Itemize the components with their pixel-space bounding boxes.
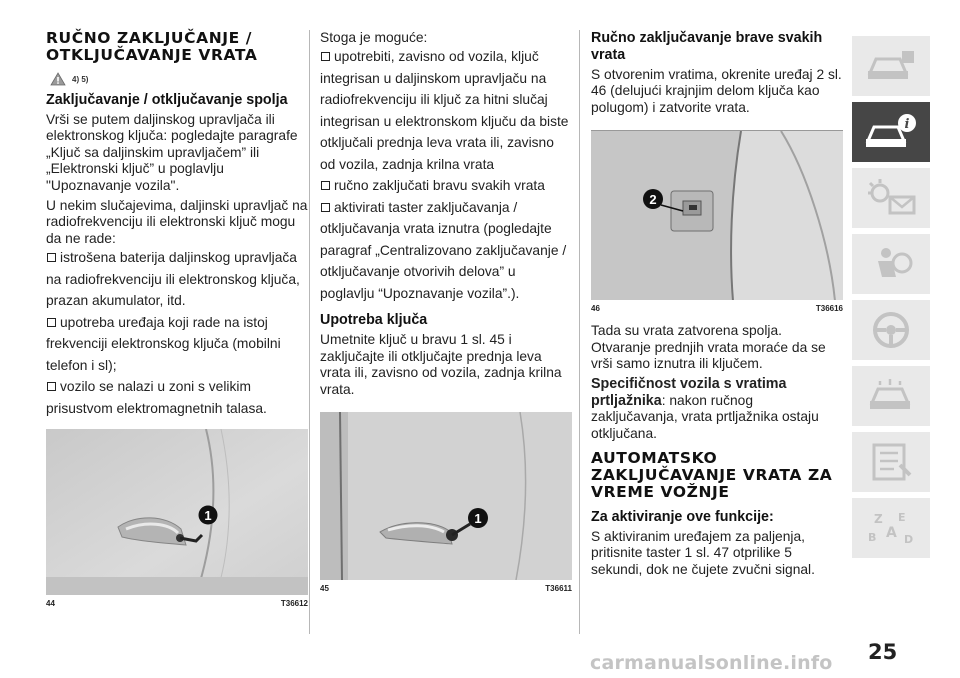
svg-text:Z: Z xyxy=(874,512,883,526)
checkbox-bullet-icon xyxy=(321,181,330,190)
column-divider xyxy=(309,30,310,634)
column-3 xyxy=(591,30,843,582)
tab-safety[interactable] xyxy=(852,234,930,294)
bullet-item: vozilo se nalazi u zoni s velikim prisustvom elektromagnetnih talasa. xyxy=(46,379,267,416)
figure-45 xyxy=(320,412,572,593)
bullet-item: ručno zaključati bravu svakih vrata xyxy=(320,175,572,197)
section-title: AUTOMATSKO ZAKLJUČAVANJE VRATA ZA VREME VOŽNJE xyxy=(591,449,833,502)
bullet-item: aktivirati taster zaključavanja / otključavanja vrata iznutra (pogledajte paragraf „Centralizovano zaključavanje / otključavanje otvorivih delova” u poglavlju “Upoznavanje vozila”.). xyxy=(320,199,567,301)
checkbox-bullet-icon xyxy=(47,382,56,391)
figure-number: 44 xyxy=(46,599,55,609)
figure-caption xyxy=(320,584,572,593)
paragraph: U nekim slučajevima, daljinski upravljač na radiofrekvenciju ili elektronski ključ mogu da ne rade: xyxy=(46,198,308,246)
car-dashboard-icon xyxy=(864,45,918,87)
subheading: Ručno zaključavanje brave svakih vrata xyxy=(591,30,823,63)
airbag-seat-icon xyxy=(864,243,918,285)
warning-refs: 4) 5) xyxy=(72,74,89,84)
tab-starting-driving[interactable] xyxy=(852,300,930,360)
warning-triangle-icon xyxy=(50,72,66,86)
paragraph: S otvorenim vratima, okrenite uređaj 2 sl. 46 (delujući krajnjim delom ključa kao polugom) i zatvorite vrata. xyxy=(591,67,842,115)
paragraph: Umetnite ključ u bravu 1 sl. 45 i zaključajte ili otključajte prednja leva vrata ili, zavisno od vozila, zadnja krilna vrata. xyxy=(320,332,562,397)
callout-number: 1 xyxy=(474,511,482,527)
paragraph: S aktiviranim uređajem za paljenja, pritisnite taster 1 sl. 47 otprilike 5 sekundi, dok ne čujete zvučni signal. xyxy=(591,529,815,577)
checkbox-bullet-icon xyxy=(47,253,56,262)
maintenance-checklist-icon xyxy=(864,441,918,483)
tab-car-info[interactable] xyxy=(852,102,930,162)
figure-number: 45 xyxy=(320,584,329,594)
subheading: Za aktiviranje ove funkcije: xyxy=(591,509,774,526)
tab-maintenance[interactable] xyxy=(852,432,930,492)
figure-number: 46 xyxy=(591,304,600,314)
callout-number: 1 xyxy=(204,508,212,524)
alphabetical-index-icon xyxy=(864,507,918,549)
door-latch-photo xyxy=(591,130,843,300)
paragraph: Vrši se putem daljinskog upravljača ili elektronskog ključa: pogledajte paragrafe „Ključ sa daljinskim upravljačem” ili „Elektronski ključ” u poglavlju "Upoznavanje vozila". xyxy=(46,112,298,193)
door-lock-photo xyxy=(320,412,572,580)
warning-lights-message-icon xyxy=(864,177,918,219)
bullet-item: upotreba uređaja koji rade na istoj frekvenciji elektronskog ključa (mobilni telefon i sl); xyxy=(46,314,281,373)
paragraph: Stoga je moguće: xyxy=(320,30,428,45)
checkbox-bullet-icon xyxy=(321,52,330,61)
figure-caption xyxy=(46,599,308,608)
callout-number: 2 xyxy=(649,192,657,208)
subheading: Upotreba ključa xyxy=(320,312,428,329)
subheading: Zaključavanje / otključavanje spolja xyxy=(46,92,288,108)
column-1 xyxy=(46,30,308,608)
figure-code: T36616 xyxy=(815,304,843,314)
svg-text:B: B xyxy=(868,531,877,544)
car-info-icon xyxy=(864,111,918,153)
bullet-item: istrošena baterija daljinskog upravljača na radiofrekvenciju ili elektronskog ključa, prazan akumulator, itd. xyxy=(46,250,300,309)
tab-index[interactable] xyxy=(852,498,930,558)
figure-code: T36611 xyxy=(545,584,572,594)
figure-46 xyxy=(591,130,843,313)
tab-warning-lights[interactable] xyxy=(852,168,930,228)
page-number: 25 xyxy=(868,640,898,664)
checkbox-bullet-icon xyxy=(47,318,56,327)
paragraph: Tada su vrata zatvorena spolja. Otvaranje prednjih vrata moraće da se vrši samo iznutra ili ključem. xyxy=(591,323,826,372)
column-divider xyxy=(579,30,580,634)
svg-text:A: A xyxy=(886,525,897,541)
checkbox-bullet-icon xyxy=(321,203,330,212)
svg-text:i: i xyxy=(904,117,910,132)
steering-wheel-icon xyxy=(864,309,918,351)
paragraph: Specifičnost vozila s vratima prtljažnika: nakon ručnog zaključavanja, vrata prtljažnika ostaju otključana. xyxy=(591,376,819,441)
bullet-item: upotrebiti, zavisno od vozila, ključ integrisan u daljinskom upravljaču na radiofrekvenciju ili ključ za hitni slučaj integrisan u elektronskom ključu da biste otključali prednja leva vrata ili, zavisno od vozila, zadnja krilna vrata xyxy=(320,49,569,172)
tab-car-dashboard[interactable] xyxy=(852,36,930,96)
warning-reference xyxy=(50,72,308,86)
figure-caption xyxy=(591,304,843,313)
door-handle-photo xyxy=(46,429,308,595)
svg-text:D: D xyxy=(904,533,914,546)
figure-code: T36612 xyxy=(280,599,308,609)
car-emergency-icon xyxy=(864,375,918,417)
tab-emergency[interactable] xyxy=(852,366,930,426)
inline-bold: Specifičnost vozila s vratima prtljažnika xyxy=(591,376,787,409)
watermark: carmanualsonline.info xyxy=(590,652,833,674)
column-2 xyxy=(320,30,572,593)
section-title: RUČNO ZAKLJUČANJE / OTKLJUČAVANJE VRATA xyxy=(46,29,258,64)
figure-44 xyxy=(46,429,308,608)
svg-text:E: E xyxy=(898,511,906,524)
